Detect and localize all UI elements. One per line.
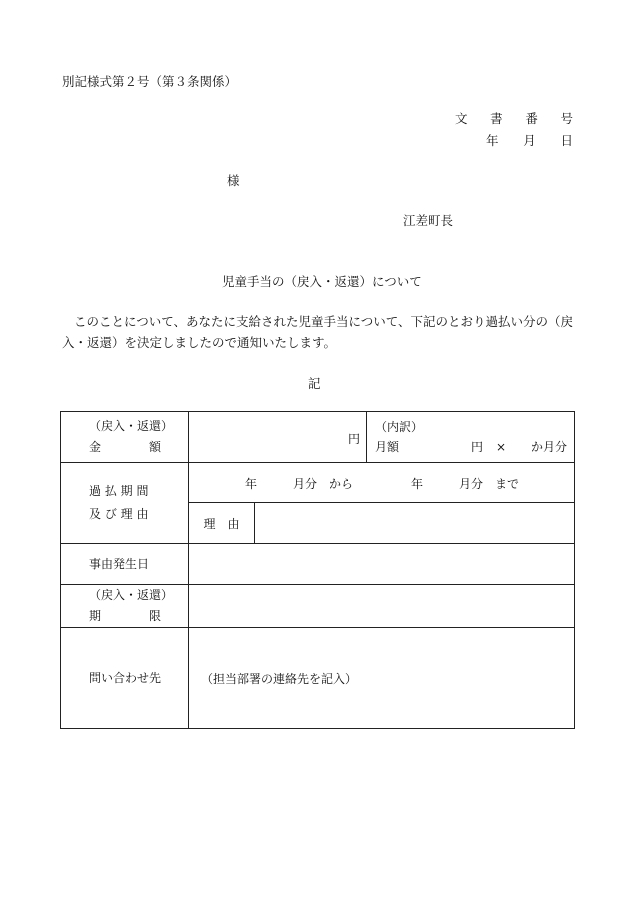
contact-label: 問い合わせ先 bbox=[61, 628, 189, 729]
date-year: 年 bbox=[486, 133, 499, 148]
times-sign: × bbox=[496, 440, 507, 454]
amount-yen-unit: 円 bbox=[347, 432, 360, 446]
deadline-value-cell[interactable] bbox=[189, 585, 575, 628]
period-label-line2: 及 び 理 由 bbox=[89, 507, 149, 521]
period-from: から bbox=[329, 477, 354, 491]
doc-number-char: 号 bbox=[560, 111, 573, 126]
amount-label-line1: （戻入・返還） bbox=[89, 419, 174, 433]
reason-label: 理 由 bbox=[189, 503, 255, 544]
occurrence-label: 事由発生日 bbox=[61, 544, 189, 585]
amount-label-char: 金 bbox=[89, 440, 102, 454]
document-date bbox=[486, 131, 573, 149]
document-number bbox=[455, 109, 573, 127]
document-title: 児童手当の（戻入・返還）について bbox=[222, 274, 422, 289]
contact-row bbox=[61, 628, 575, 729]
sender: 江差町長 bbox=[403, 213, 454, 228]
contact-placeholder: （担当部署の連絡先を記入） bbox=[201, 671, 358, 686]
occurrence-row bbox=[61, 544, 575, 585]
period-row bbox=[61, 463, 575, 503]
body-text: このことについて、あなたに支給された児童手当について、下記のとおり過払い分の（戻入・返還）を決定しましたので通知いたします。 bbox=[62, 314, 574, 350]
notice-table bbox=[60, 411, 575, 729]
breakdown-label: （内訳） bbox=[375, 420, 424, 434]
deadline-label-char: 限 bbox=[148, 609, 161, 623]
amount-label bbox=[61, 412, 189, 463]
occurrence-value-cell[interactable] bbox=[189, 544, 575, 585]
period-label bbox=[61, 463, 189, 544]
months-unit: か月分 bbox=[531, 440, 568, 454]
reason-value-cell[interactable] bbox=[255, 503, 575, 544]
deadline-label-line1: （戻入・返還） bbox=[89, 588, 174, 602]
deadline-label bbox=[61, 585, 189, 628]
breakdown-line bbox=[375, 437, 574, 457]
doc-number-char: 番 bbox=[525, 111, 538, 126]
amount-label-line2 bbox=[89, 437, 161, 458]
period-range-cell[interactable] bbox=[189, 463, 575, 503]
addressee-suffix: 様 bbox=[227, 173, 240, 188]
date-day: 日 bbox=[560, 133, 573, 148]
breakdown-cell[interactable] bbox=[367, 412, 575, 463]
date-month: 月 bbox=[523, 133, 536, 148]
amount-label-char: 額 bbox=[148, 440, 161, 454]
doc-number-char: 書 bbox=[490, 111, 503, 126]
period-start-year: 年 bbox=[245, 477, 258, 491]
period-end-year: 年 bbox=[411, 477, 424, 491]
monthly-yen-unit: 円 bbox=[471, 440, 484, 454]
period-start-month: 月分 bbox=[293, 477, 318, 491]
deadline-row bbox=[61, 585, 575, 628]
period-to: まで bbox=[495, 477, 520, 491]
amount-value-cell[interactable] bbox=[189, 412, 367, 463]
ki-heading: 記 bbox=[308, 376, 321, 391]
contact-value-cell[interactable] bbox=[189, 628, 575, 729]
period-end-month: 月分 bbox=[459, 477, 484, 491]
period-label-line1: 過 払 期 間 bbox=[89, 484, 149, 498]
amount-row bbox=[61, 412, 575, 463]
deadline-label-line2 bbox=[89, 606, 161, 627]
monthly-label: 月額 bbox=[375, 440, 400, 454]
doc-number-char: 文 bbox=[455, 111, 468, 126]
form-label: 別記様式第２号（第３条関係） bbox=[62, 74, 238, 89]
deadline-label-char: 期 bbox=[89, 609, 102, 623]
